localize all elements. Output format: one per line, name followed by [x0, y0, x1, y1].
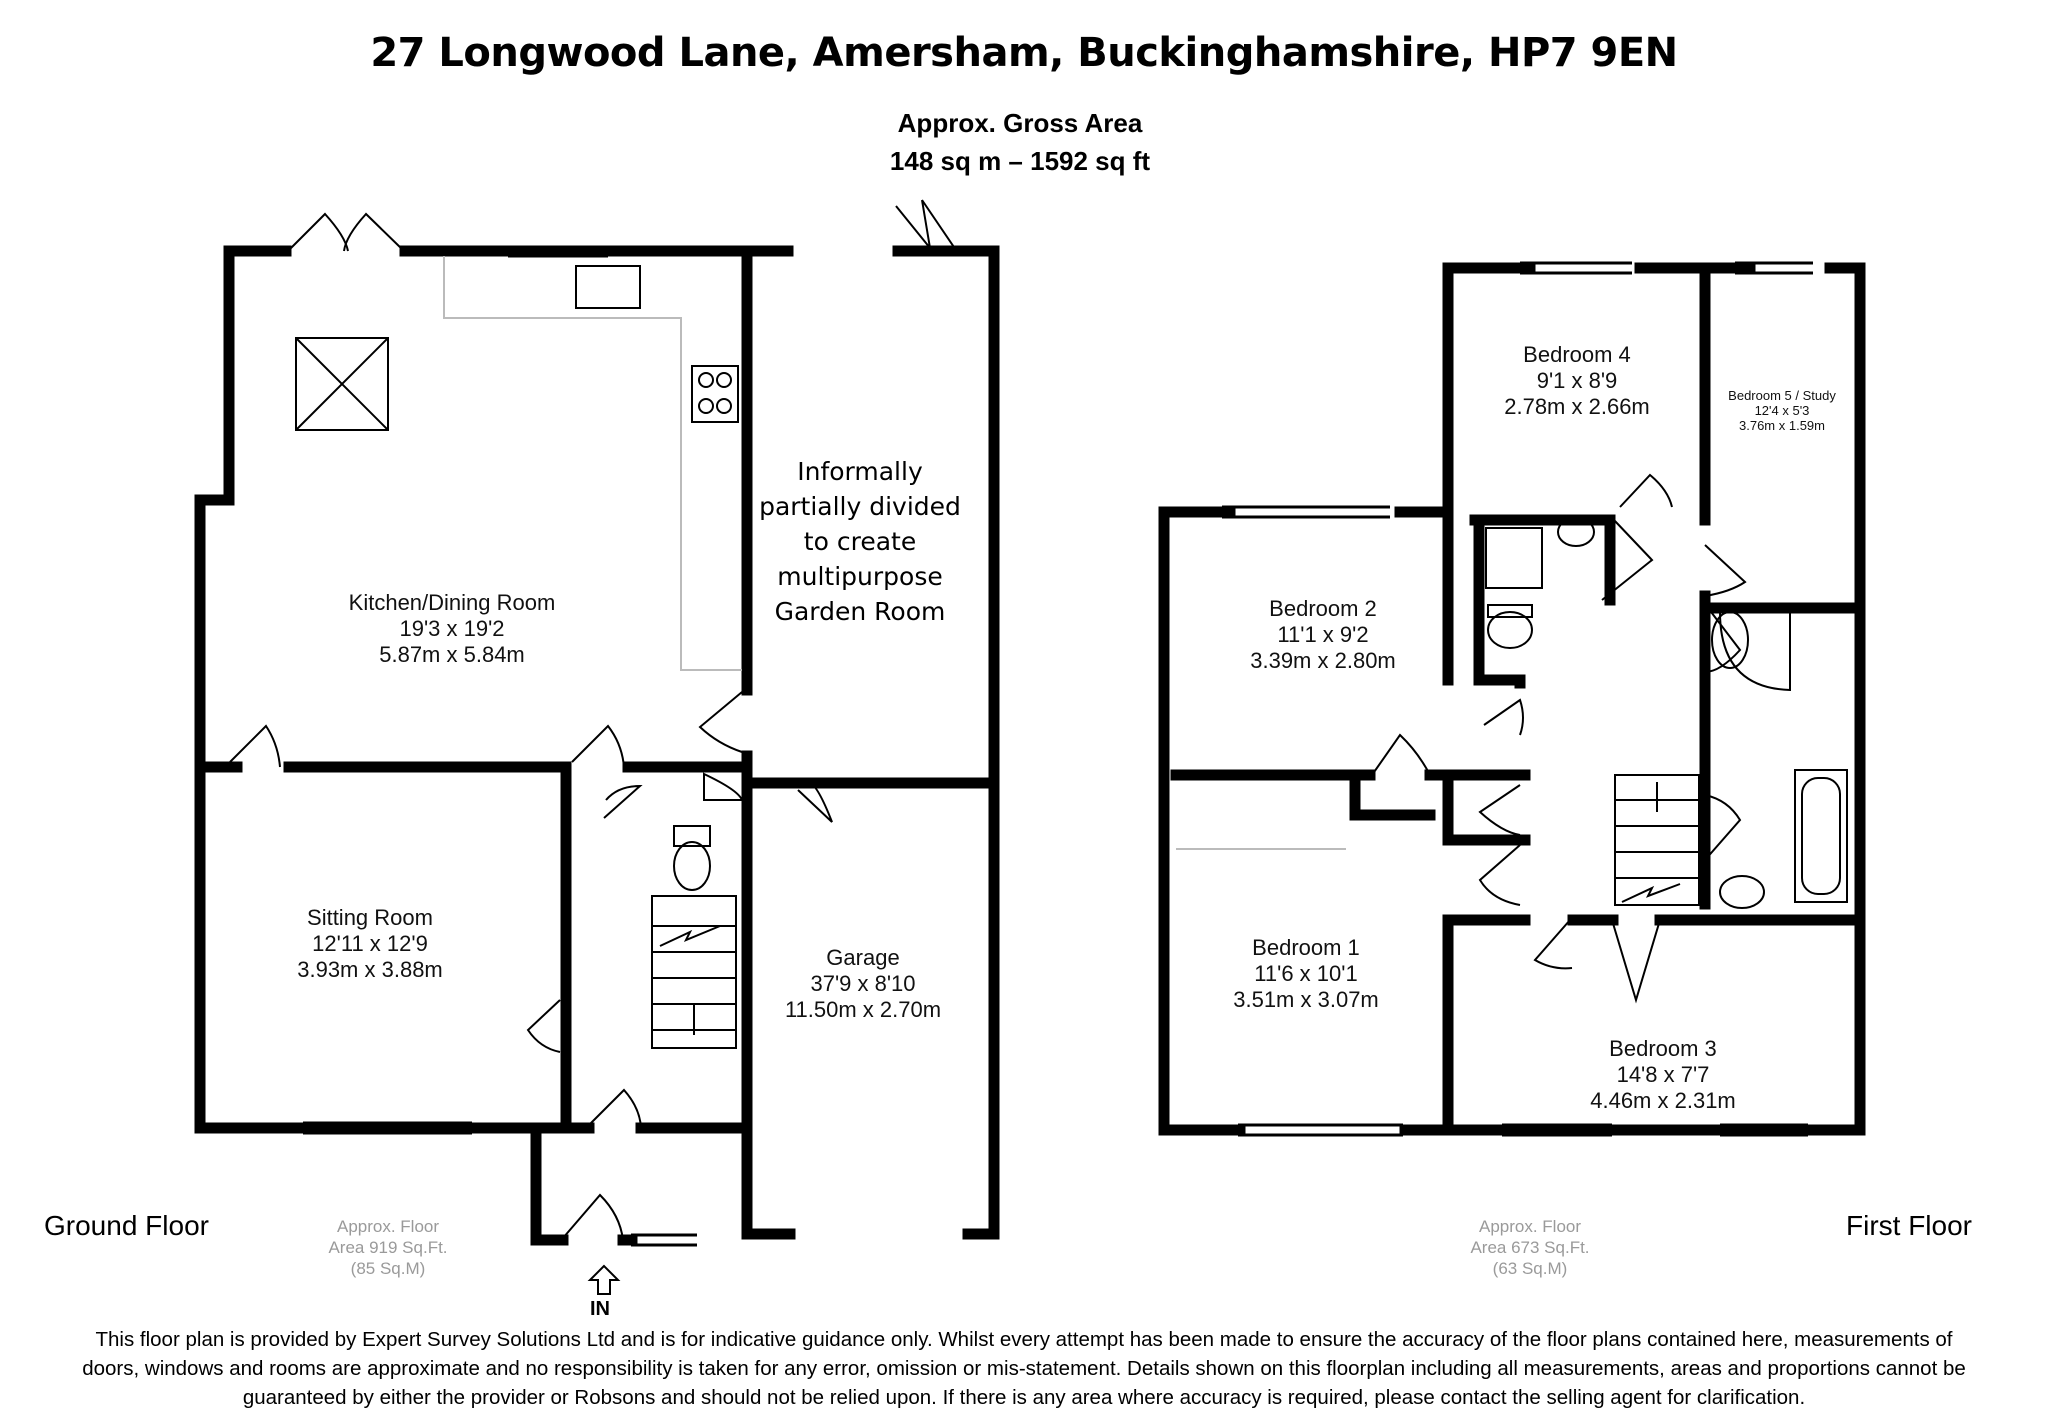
room-sitting	[297, 905, 443, 983]
gross-area-label: Approx. Gross Area	[897, 108, 1143, 138]
room-imperial: 12'4 x 5'3	[1754, 403, 1810, 418]
room-imperial: 19'3 x 19'2	[399, 616, 505, 641]
room-name: Bedroom 1	[1252, 935, 1360, 960]
room-imperial: 11'6 x 10'1	[1254, 961, 1358, 986]
room-metric: 3.39m x 2.80m	[1250, 648, 1396, 673]
room-bedroom-3	[1590, 1036, 1736, 1114]
note-line: Garden Room	[774, 597, 946, 626]
first-floor-label: First Floor	[1846, 1210, 1972, 1241]
note-line: Informally	[797, 457, 923, 486]
note-line: to create	[803, 527, 917, 556]
room-name: Bedroom 2	[1269, 596, 1377, 621]
room-kitchen-dining	[349, 590, 556, 668]
room-garage	[785, 945, 941, 1023]
room-name: Bedroom 5 / Study	[1728, 388, 1836, 403]
entrance-arrow-icon	[590, 1266, 618, 1294]
room-imperial: 11'1 x 9'2	[1277, 622, 1369, 647]
room-metric: 3.51m x 3.07m	[1233, 987, 1379, 1012]
room-bedroom-2	[1250, 596, 1396, 674]
room-imperial: 12'11 x 12'9	[312, 931, 428, 956]
room-metric: 3.93m x 3.88m	[297, 957, 443, 982]
room-bedroom-5-study	[1728, 388, 1836, 433]
note-line: multipurpose	[777, 562, 943, 591]
disclaimer-line: This floor plan is provided by Expert Survey Solutions Ltd and is for indicative guidance only. Whilst every attempt has been made to ensure the accuracy of the floor plans contained here, measurements of	[95, 1328, 1953, 1351]
note-line: partially divided	[759, 492, 961, 521]
room-name: Sitting Room	[307, 905, 433, 930]
area-line: Area 673 Sq.Ft.	[1470, 1238, 1590, 1257]
ground-floor-area	[328, 1216, 447, 1279]
room-bedroom-4	[1504, 342, 1650, 420]
disclaimer-line: guaranteed by either the provider or Robsons and should not be relied upon. If there is any area where accuracy is required, please contact the selling agent for clarification.	[242, 1386, 1806, 1409]
room-bedroom-1	[1233, 935, 1379, 1013]
area-line: (85 Sq.M)	[350, 1259, 426, 1278]
room-metric: 11.50m x 2.70m	[784, 997, 942, 1022]
disclaimer-line: doors, windows and rooms are approximate and no responsibility is taken for any error, omission or mis-statement. Details shown on this floorplan including all measurements, areas and proportions cannot be	[82, 1357, 1966, 1380]
room-metric: 5.87m x 5.84m	[379, 642, 525, 667]
ground-floor-walls	[200, 251, 994, 1240]
page-title: 27 Longwood Lane, Amersham, Buckinghamshire, HP7 9EN	[370, 30, 1678, 76]
room-name: Garage	[826, 945, 900, 970]
room-imperial: 37'9 x 8'10	[810, 971, 916, 996]
room-name: Bedroom 4	[1523, 342, 1631, 367]
room-name: Bedroom 3	[1609, 1036, 1717, 1061]
disclaimer	[10, 1325, 2038, 1412]
room-metric: 2.78m x 2.66m	[1504, 394, 1650, 419]
area-line: Approx. Floor	[1478, 1217, 1582, 1236]
room-imperial: 14'8 x 7'7	[1616, 1062, 1710, 1087]
area-line: Approx. Floor	[336, 1217, 440, 1236]
room-metric: 3.76m x 1.59m	[1738, 418, 1825, 433]
area-line: (63 Sq.M)	[1492, 1259, 1568, 1278]
ground-floor-label: Ground Floor	[44, 1210, 209, 1241]
room-name: Kitchen/Dining Room	[348, 590, 556, 615]
entrance-label: IN	[590, 1298, 610, 1320]
room-metric: 4.46m x 2.31m	[1590, 1088, 1736, 1113]
area-line: Area 919 Sq.Ft.	[328, 1238, 448, 1257]
garden-room-note	[759, 454, 961, 629]
gross-area-value: 148 sq m – 1592 sq ft	[889, 146, 1151, 176]
first-floor-area	[1470, 1216, 1589, 1279]
room-imperial: 9'1 x 8'9	[1536, 368, 1618, 393]
